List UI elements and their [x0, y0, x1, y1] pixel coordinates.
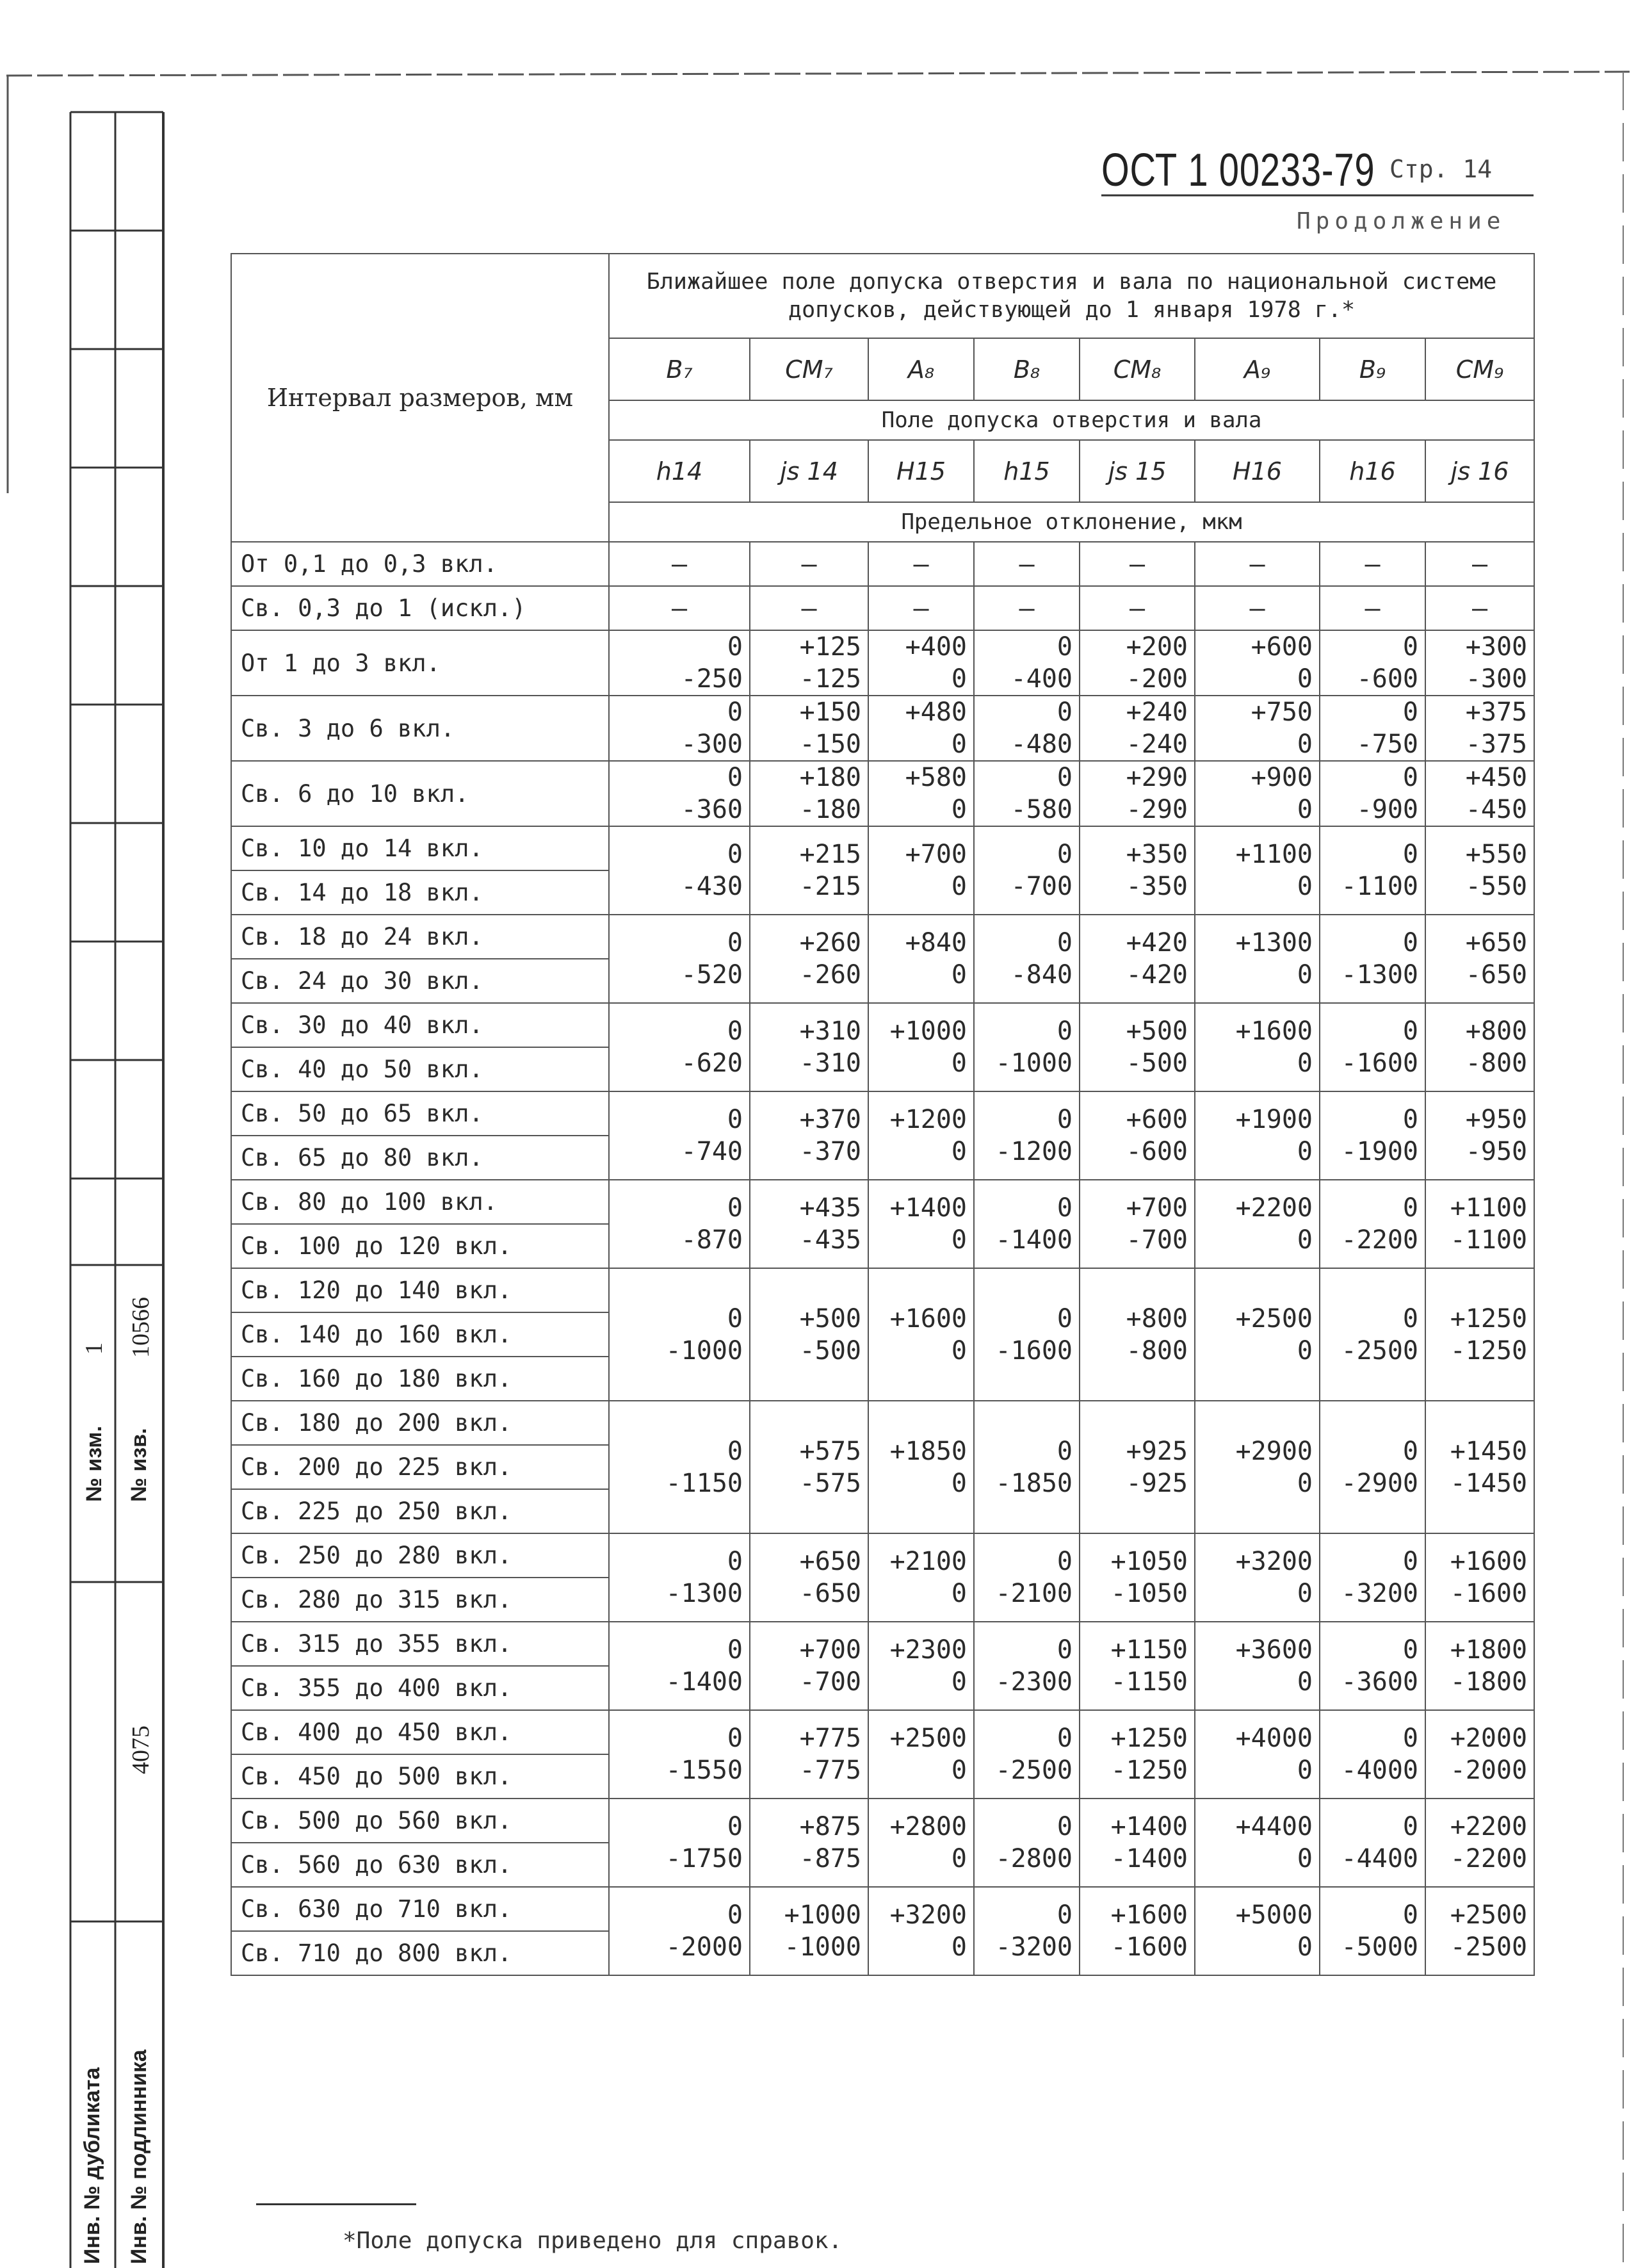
deviation-value: +2000 -2000	[1425, 1710, 1534, 1799]
deviation-value: +650 -650	[750, 1533, 868, 1622]
size-interval: Св. 14 до 18 вкл.	[231, 870, 609, 915]
deviation-value: +350 -350	[1080, 826, 1195, 915]
size-interval: Св. 225 до 250 вкл.	[231, 1489, 609, 1533]
table-row	[231, 1003, 1534, 1047]
deviation-value: +260 -260	[750, 915, 868, 1003]
new-field-symbol: H16	[1195, 440, 1320, 502]
deviation-value: +750 0	[1195, 696, 1320, 761]
old-field-symbol: B₇	[609, 338, 750, 400]
deviation-value: +700 0	[868, 826, 974, 915]
table-body	[231, 542, 1534, 1975]
size-interval: Св. 80 до 100 вкл.	[231, 1180, 609, 1224]
deviation-value: +2800 0	[868, 1799, 974, 1887]
deviation-value: 0 -1600	[1320, 1003, 1425, 1091]
original-inv-value: 4075	[127, 1725, 154, 1774]
table-row	[231, 1180, 1534, 1224]
table-row	[231, 1401, 1534, 1445]
deviation-value: 0 -2500	[1320, 1268, 1425, 1401]
deviation-value: 0 -2300	[974, 1622, 1080, 1710]
deviation-value: +1000 -1000	[750, 1887, 868, 1975]
old-field-symbol: CM₈	[1080, 338, 1195, 400]
table-row	[231, 1268, 1534, 1312]
deviation-value: 0 -1400	[609, 1622, 750, 1710]
empty-value: –	[868, 586, 974, 630]
deviation-value: 0 -3200	[974, 1887, 1080, 1975]
deviation-value: 0 -2200	[1320, 1180, 1425, 1268]
new-field-symbol: js 15	[1080, 440, 1195, 502]
deviation-value: 0 -250	[609, 630, 750, 696]
empty-value: –	[974, 586, 1080, 630]
tolerance-table	[231, 253, 1535, 1976]
nearest-field-header: Ближайшее поле допуска отверстия и вала по национальной системе допусков, действующей до 1 января 1978 г.*	[609, 254, 1534, 338]
deviation-value: +1100 0	[1195, 826, 1320, 915]
deviation-value: +500 -500	[1080, 1003, 1195, 1091]
deviation-value: +575 -575	[750, 1401, 868, 1533]
empty-value: –	[1195, 542, 1320, 586]
deviation-value: 0 -2800	[974, 1799, 1080, 1887]
empty-value: –	[1320, 542, 1425, 586]
table-row	[231, 915, 1534, 959]
deviation-value: +370 -370	[750, 1091, 868, 1180]
size-interval: Св. 560 до 630 вкл.	[231, 1843, 609, 1887]
deviation-value: 0 -1200	[974, 1091, 1080, 1180]
duplicate-inv-label: Инв. № дубликата	[80, 2067, 104, 2264]
field-header: Поле допуска отверстия и вала	[609, 400, 1534, 440]
table-row	[231, 1799, 1534, 1843]
footnote-rule	[256, 2203, 416, 2205]
empty-value: –	[750, 586, 868, 630]
size-interval: Св. 10 до 14 вкл.	[231, 826, 609, 870]
deviation-value: 0 -480	[974, 696, 1080, 761]
deviation-value: +800 -800	[1080, 1268, 1195, 1401]
deviation-value: +840 0	[868, 915, 974, 1003]
deviation-value: 0 -1300	[609, 1533, 750, 1622]
deviation-value: +1400 -1400	[1080, 1799, 1195, 1887]
table-row	[231, 826, 1534, 870]
deviation-value: +580 0	[868, 761, 974, 826]
deviation-value: 0 -1550	[609, 1710, 750, 1799]
deviation-value: +2900 0	[1195, 1401, 1320, 1533]
deviation-value: +1600 -1600	[1080, 1887, 1195, 1975]
new-field-symbol: h16	[1320, 440, 1425, 502]
deviation-value: +700 -700	[1080, 1180, 1195, 1268]
deviation-value: +950 -950	[1425, 1091, 1534, 1180]
size-interval: От 1 до 3 вкл.	[231, 630, 609, 696]
page-number: Стр. 14	[1389, 155, 1493, 183]
deviation-value: 0 -700	[974, 826, 1080, 915]
deviation-value: 0 -5000	[1320, 1887, 1425, 1975]
size-interval: Св. 500 до 560 вкл.	[231, 1799, 609, 1843]
deviation-value: +3200 0	[1195, 1533, 1320, 1622]
size-interval: Св. 355 до 400 вкл.	[231, 1666, 609, 1710]
size-interval: Св. 24 до 30 вкл.	[231, 959, 609, 1003]
deviation-value: 0 -2500	[974, 1710, 1080, 1799]
deviation-value: +1200 0	[868, 1091, 974, 1180]
table-row	[231, 630, 1534, 696]
deviation-value: +1450 -1450	[1425, 1401, 1534, 1533]
deviation-value: +1600 0	[868, 1268, 974, 1401]
deviation-value: +2300 0	[868, 1622, 974, 1710]
original-inv-label: Инв. № подлинника	[127, 2050, 151, 2264]
deviation-value: 0 -1000	[974, 1003, 1080, 1091]
size-interval: Св. 400 до 450 вкл.	[231, 1710, 609, 1754]
deviation-value: +150 -150	[750, 696, 868, 761]
continued-label: Продолжение	[1297, 208, 1506, 234]
deviation-value: +1250 -1250	[1425, 1268, 1534, 1401]
deviation-value: +420 -420	[1080, 915, 1195, 1003]
deviation-value: +2500 -2500	[1425, 1887, 1534, 1975]
deviation-value: 0 -400	[974, 630, 1080, 696]
notice-no-value: 10566	[127, 1297, 154, 1358]
empty-value: –	[1080, 586, 1195, 630]
deviation-value: 0 -740	[609, 1091, 750, 1180]
empty-value: –	[1320, 586, 1425, 630]
size-interval: Св. 200 до 225 вкл.	[231, 1445, 609, 1489]
deviation-value: +925 -925	[1080, 1401, 1195, 1533]
deviation-value: +1100 -1100	[1425, 1180, 1534, 1268]
deviation-value: 0 -300	[609, 696, 750, 761]
deviation-value: +300 -300	[1425, 630, 1534, 696]
deviation-value: 0 -750	[1320, 696, 1425, 761]
size-interval: Св. 280 до 315 вкл.	[231, 1578, 609, 1622]
size-interval: Св. 630 до 710 вкл.	[231, 1887, 609, 1931]
deviation-value: 0 -1600	[974, 1268, 1080, 1401]
deviation-value: 0 -2900	[1320, 1401, 1425, 1533]
empty-value: –	[609, 542, 750, 586]
old-field-symbol: B₈	[974, 338, 1080, 400]
deviation-value: +435 -435	[750, 1180, 868, 1268]
deviation-value: +3600 0	[1195, 1622, 1320, 1710]
deviation-value: 0 -620	[609, 1003, 750, 1091]
deviation-value: +5000 0	[1195, 1887, 1320, 1975]
size-interval: Св. 250 до 280 вкл.	[231, 1533, 609, 1578]
empty-value: –	[750, 542, 868, 586]
deviation-value: +2100 0	[868, 1533, 974, 1622]
table-row	[231, 1622, 1534, 1666]
old-field-symbol: B₉	[1320, 338, 1425, 400]
new-field-symbol: h14	[609, 440, 750, 502]
size-interval: Св. 160 до 180 вкл.	[231, 1357, 609, 1401]
deviation-value: +1150 -1150	[1080, 1622, 1195, 1710]
deviation-value: +1300 0	[1195, 915, 1320, 1003]
table-row	[231, 1887, 1534, 1931]
size-interval: Св. 140 до 160 вкл.	[231, 1312, 609, 1357]
deviation-value: 0 -840	[974, 915, 1080, 1003]
size-interval: Св. 65 до 80 вкл.	[231, 1136, 609, 1180]
deviation-value: 0 -520	[609, 915, 750, 1003]
deviation-value: +480 0	[868, 696, 974, 761]
deviation-value: 0 -1850	[974, 1401, 1080, 1533]
deviation-value: +900 0	[1195, 761, 1320, 826]
old-field-symbol: CM₉	[1425, 338, 1534, 400]
deviation-value: +1800 -1800	[1425, 1622, 1534, 1710]
change-no-value: 1	[81, 1342, 108, 1355]
table-row	[231, 586, 1534, 630]
new-field-symbol: js 14	[750, 440, 868, 502]
deviation-value: +2500 0	[1195, 1268, 1320, 1401]
deviation-value: +450 -450	[1425, 761, 1534, 826]
deviation-value: 0 -3200	[1320, 1533, 1425, 1622]
old-field-symbol: A₈	[868, 338, 974, 400]
deviation-value: 0 -430	[609, 826, 750, 915]
deviation-value: +4400 0	[1195, 1799, 1320, 1887]
size-interval: Св. 120 до 140 вкл.	[231, 1268, 609, 1312]
notice-no-label: № изв.	[127, 1428, 151, 1502]
size-interval: Св. 315 до 355 вкл.	[231, 1622, 609, 1666]
deviation-value: +1900 0	[1195, 1091, 1320, 1180]
deviation-value: +1050 -1050	[1080, 1533, 1195, 1622]
size-interval: Св. 0,3 до 1 (искл.)	[231, 586, 609, 630]
size-interval: Св. 40 до 50 вкл.	[231, 1047, 609, 1091]
size-interval: Св. 18 до 24 вкл.	[231, 915, 609, 959]
deviation-value: 0 -1000	[609, 1268, 750, 1401]
empty-value: –	[868, 542, 974, 586]
table-row	[231, 696, 1534, 761]
deviation-value: 0 -580	[974, 761, 1080, 826]
new-field-symbol: H15	[868, 440, 974, 502]
size-interval: Св. 50 до 65 вкл.	[231, 1091, 609, 1136]
size-interval: Св. 3 до 6 вкл.	[231, 696, 609, 761]
size-interval: Св. 180 до 200 вкл.	[231, 1401, 609, 1445]
deviation-value: 0 -2100	[974, 1533, 1080, 1622]
deviation-value: 0 -1300	[1320, 915, 1425, 1003]
deviation-value: +775 -775	[750, 1710, 868, 1799]
table-row	[231, 761, 1534, 826]
document-code: ОСТ 1 00233-79	[1101, 145, 1375, 196]
size-interval: Св. 6 до 10 вкл.	[231, 761, 609, 826]
deviation-value: +700 -700	[750, 1622, 868, 1710]
deviation-value: 0 -2000	[609, 1887, 750, 1975]
deviation-value: +1850 0	[868, 1401, 974, 1533]
deviation-value: +4000 0	[1195, 1710, 1320, 1799]
deviation-value: +500 -500	[750, 1268, 868, 1401]
deviation-value: +400 0	[868, 630, 974, 696]
deviation-value: 0 -1150	[609, 1401, 750, 1533]
table-row	[231, 1533, 1534, 1578]
table-row	[231, 1091, 1534, 1136]
deviation-value: 0 -870	[609, 1180, 750, 1268]
deviation-value: +1600 -1600	[1425, 1533, 1534, 1622]
deviation-value: 0 -1100	[1320, 826, 1425, 915]
empty-value: –	[974, 542, 1080, 586]
empty-value: –	[609, 586, 750, 630]
deviation-value: 0 -1900	[1320, 1091, 1425, 1180]
deviation-value: +600 -600	[1080, 1091, 1195, 1180]
deviation-value: +215 -215	[750, 826, 868, 915]
empty-value: –	[1425, 542, 1534, 586]
deviation-value: +2200 0	[1195, 1180, 1320, 1268]
deviation-value: 0 -4000	[1320, 1710, 1425, 1799]
deviation-value: 0 -1750	[609, 1799, 750, 1887]
empty-value: –	[1080, 542, 1195, 586]
size-interval: Св. 710 до 800 вкл.	[231, 1931, 609, 1975]
size-interval: От 0,1 до 0,3 вкл.	[231, 542, 609, 586]
change-no-label: № изм.	[82, 1426, 106, 1502]
deviation-value: +1400 0	[868, 1180, 974, 1268]
deviation-value: 0 -900	[1320, 761, 1425, 826]
deviation-value: +650 -650	[1425, 915, 1534, 1003]
deviation-value: +290 -290	[1080, 761, 1195, 826]
deviation-value: 0 -360	[609, 761, 750, 826]
deviation-value: +1250 -1250	[1080, 1710, 1195, 1799]
deviation-value: +125 -125	[750, 630, 868, 696]
empty-value: –	[1195, 586, 1320, 630]
deviation-value: +800 -800	[1425, 1003, 1534, 1091]
interval-header: Интервал размеров, мм	[231, 254, 609, 542]
deviation-value: +180 -180	[750, 761, 868, 826]
deviation-value: +1600 0	[1195, 1003, 1320, 1091]
size-interval: Св. 30 до 40 вкл.	[231, 1003, 609, 1047]
deviation-header: Предельное отклонение, мкм	[609, 502, 1534, 542]
deviation-value: +875 -875	[750, 1799, 868, 1887]
deviation-value: +600 0	[1195, 630, 1320, 696]
table-row	[231, 542, 1534, 586]
size-interval: Св. 100 до 120 вкл.	[231, 1224, 609, 1268]
deviation-value: +310 -310	[750, 1003, 868, 1091]
deviation-value: +3200 0	[868, 1887, 974, 1975]
deviation-value: +550 -550	[1425, 826, 1534, 915]
footnote: *Поле допуска приведено для справок.	[343, 2228, 843, 2254]
new-field-symbol: js 16	[1425, 440, 1534, 502]
deviation-value: +2200 -2200	[1425, 1799, 1534, 1887]
empty-value: –	[1425, 586, 1534, 630]
new-field-symbol: h15	[974, 440, 1080, 502]
deviation-value: +200 -200	[1080, 630, 1195, 696]
old-field-symbol: A₉	[1195, 338, 1320, 400]
table-row	[231, 1710, 1534, 1754]
deviation-value: +1000 0	[868, 1003, 974, 1091]
old-field-symbol: CM₇	[750, 338, 868, 400]
deviation-value: +375 -375	[1425, 696, 1534, 761]
size-interval: Св. 450 до 500 вкл.	[231, 1754, 609, 1799]
deviation-value: 0 -4400	[1320, 1799, 1425, 1887]
deviation-value: 0 -3600	[1320, 1622, 1425, 1710]
deviation-value: 0 -600	[1320, 630, 1425, 696]
deviation-value: +2500 0	[868, 1710, 974, 1799]
deviation-value: +240 -240	[1080, 696, 1195, 761]
deviation-value: 0 -1400	[974, 1180, 1080, 1268]
